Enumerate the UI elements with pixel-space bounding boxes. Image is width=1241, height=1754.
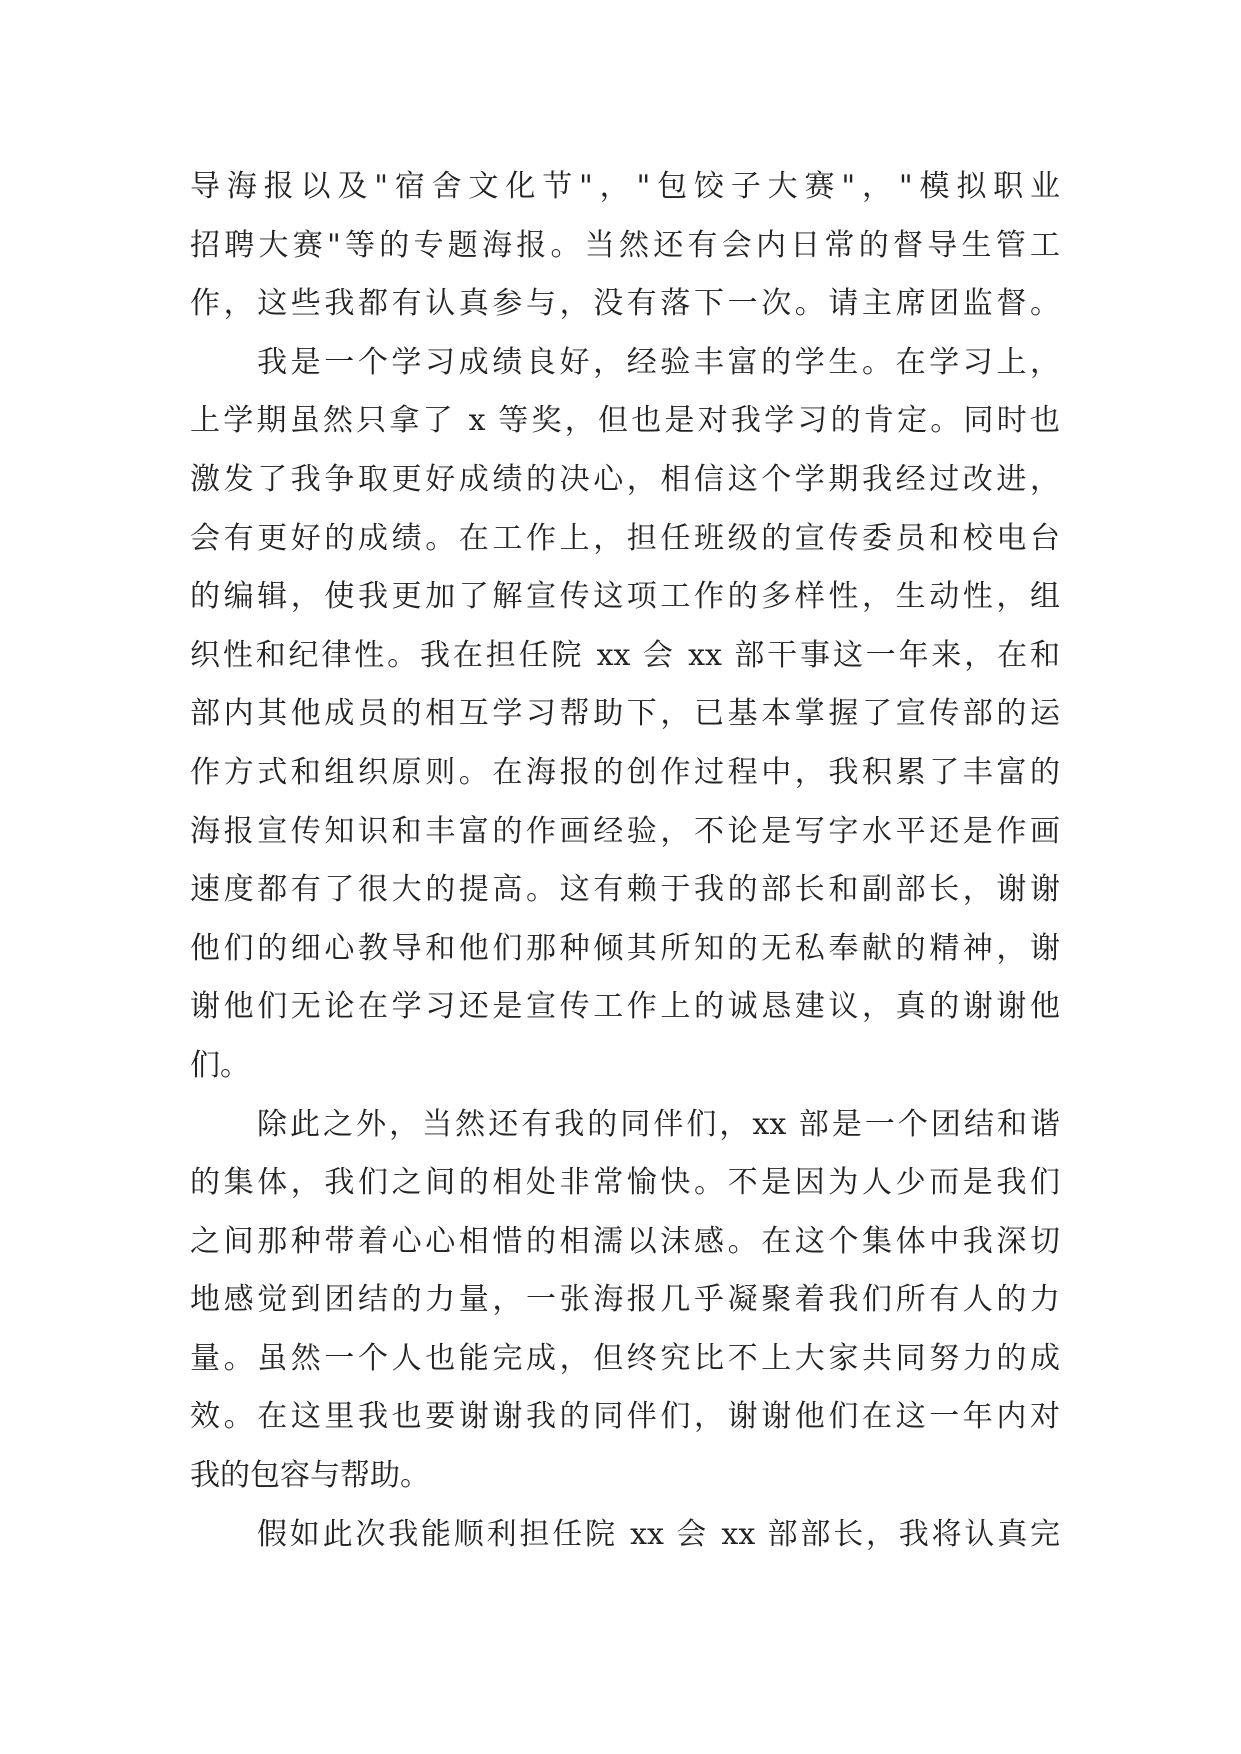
paragraph xyxy=(190,158,1060,334)
text-line: 他们的细心教导和他们那种倾其所知的无私奉献的精神，谢 xyxy=(190,930,1060,966)
text-line: 假如此次我能顺利担任院 xx 会 xx 部部长，我将认真完 xyxy=(257,1516,1060,1552)
text-line: 导海报以及"宿舍文化节"，"包饺子大赛"，"模拟职业 xyxy=(190,169,1060,204)
text-line: 之间那种带着心心相惜的相濡以沫感。在这个集体中我深切 xyxy=(190,1223,1060,1259)
body-text xyxy=(190,158,1060,1564)
text-line: 会有更好的成绩。在工作上，担任班级的宣传委员和校电台 xyxy=(190,520,1060,556)
text-line: 地感觉到团结的力量，一张海报几乎凝聚着我们所有人的力 xyxy=(190,1282,1060,1318)
text-line: 我的包容与帮助。 xyxy=(190,1458,430,1494)
text-line: 的编辑，使我更加了解宣传这项工作的多样性，生动性，组 xyxy=(190,579,1060,615)
text-line: 激发了我争取更好成绩的决心，相信这个学期我经过改进， xyxy=(190,461,1060,497)
text-line: 织性和纪律性。我在担任院 xx 会 xx 部干事这一年来，在和 xyxy=(190,637,1060,673)
text-line: 作，这些我都有认真参与，没有落下一次。请主席团监督。 xyxy=(190,286,1060,322)
text-line: 作方式和组织原则。在海报的创作过程中，我积累了丰富的 xyxy=(190,754,1060,790)
text-line: 效。在这里我也要谢谢我的同伴们，谢谢他们在这一年内对 xyxy=(190,1399,1060,1435)
text-line: 招聘大赛"等的专题海报。当然还有会内日常的督导生管工 xyxy=(190,227,1060,263)
paragraph xyxy=(190,1506,1060,1565)
text-line: 除此之外，当然还有我的同伴们，xx 部是一个团结和谐 xyxy=(257,1106,1060,1142)
text-line: 量。虽然一个人也能完成，但终究比不上大家共同努力的成 xyxy=(190,1340,1060,1376)
text-line: 海报宣传知识和丰富的作画经验，不论是写字水平还是作画 xyxy=(190,813,1060,849)
text-line: 部内其他成员的相互学习帮助下，已基本掌握了宣传部的运 xyxy=(190,696,1060,732)
text-line: 谢他们无论在学习还是宣传工作上的诚恳建议，真的谢谢他 xyxy=(190,989,1060,1025)
text-line: 的集体，我们之间的相处非常愉快。不是因为人少而是我们 xyxy=(190,1165,1060,1201)
text-line: 上学期虽然只拿了 x 等奖，但也是对我学习的肯定。同时也 xyxy=(190,403,1060,439)
paragraph xyxy=(190,334,1060,1096)
text-line: 速度都有了很大的提高。这有赖于我的部长和副部长，谢谢 xyxy=(190,872,1060,908)
text-line: 们。 xyxy=(190,1047,250,1083)
paragraph xyxy=(190,1096,1060,1506)
text-line: 我是一个学习成绩良好，经验丰富的学生。在学习上， xyxy=(257,344,1060,380)
